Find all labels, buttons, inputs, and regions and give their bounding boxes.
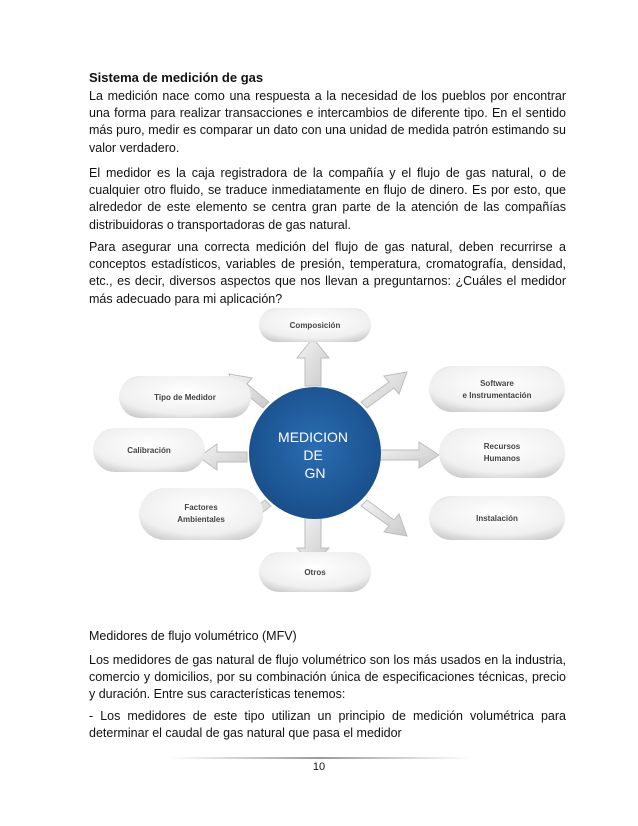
arrow-right [379,442,439,468]
arrow-lower-right [361,500,407,536]
arrow-left [199,444,247,470]
paragraph-mfv: Los medidores de gas natural de flujo volumétrico son los más usados en la industria, comercio y domicilios, por su combinación única de especificaciones técnicas, precio y duración. Entre sus características tenemos: [89,653,566,702]
node-recursos [439,428,565,478]
center-label-line-2: DE [303,447,323,463]
paragraph-medidor: El medidor es la caja registradora de la compañía y el flujo de gas natural, o de cualquier otro fluido, se traduce inmediatamente en flujo de dinero. Es por esto, que alrededor de este elemento se centra gran parte de la atención de las compañías distribuidoras o transportadoras de gas natural. [89,166,566,232]
center-label-line-3: GN [304,465,326,481]
section2-title: Medidores de flujo volumétrico (MFV) [89,629,297,643]
paragraph-medicion: La medición nace como una respuesta a la necesidad de los pueblos por encontrar una forma para realizar transacciones e intercambios de diferente tipo. En el sentido más puro, medir es comparar un dato con una unidad de medida patrón estimando su valor verdadero. [89,89,566,155]
node-calibracion-label: Calibración [127,446,171,455]
page-number: 10 [312,761,326,773]
center-label-line-1: MEDICION [278,429,349,445]
paragraph-mfv-item: - Los medidores de este tipo utilizan un principio de medición volumétrica para determinar el caudal de gas natural que pasa el medidor [89,709,566,741]
paragraph-asegurar: Para asegurar una correcta medición del flujo de gas natural, deben recurrirse a conceptos estadísticos, variables de presión, temperatura, cromatografía, densidad, etc., es decir, diversos aspectos que nos llevan a preguntarnos: ¿Cuáles el medidor más adecuado para mi aplicación? [89,240,566,306]
node-factores [139,488,263,540]
section-heading: Sistema de medición de gas [89,70,264,85]
arrow-upper-right [361,372,407,408]
node-factores-label-1: Factores [184,503,218,512]
node-otros-label: Otros [304,568,326,577]
node-software-label-1: Software [480,379,514,388]
arrow-up [297,338,329,386]
node-composicion-label: Composición [289,321,341,330]
node-software-label-2: e Instrumentación [462,391,532,400]
node-recursos-label-1: Recursos [483,442,521,451]
node-software [429,366,565,412]
footer-rule [170,757,470,759]
node-recursos-label-2: Humanos [483,454,521,463]
node-tipo-label: Tipo de Medidor [154,393,216,402]
node-instalacion-label: Instalación [476,514,518,523]
measurement-diagram [89,304,569,606]
node-factores-label-2: Ambientales [177,515,225,524]
